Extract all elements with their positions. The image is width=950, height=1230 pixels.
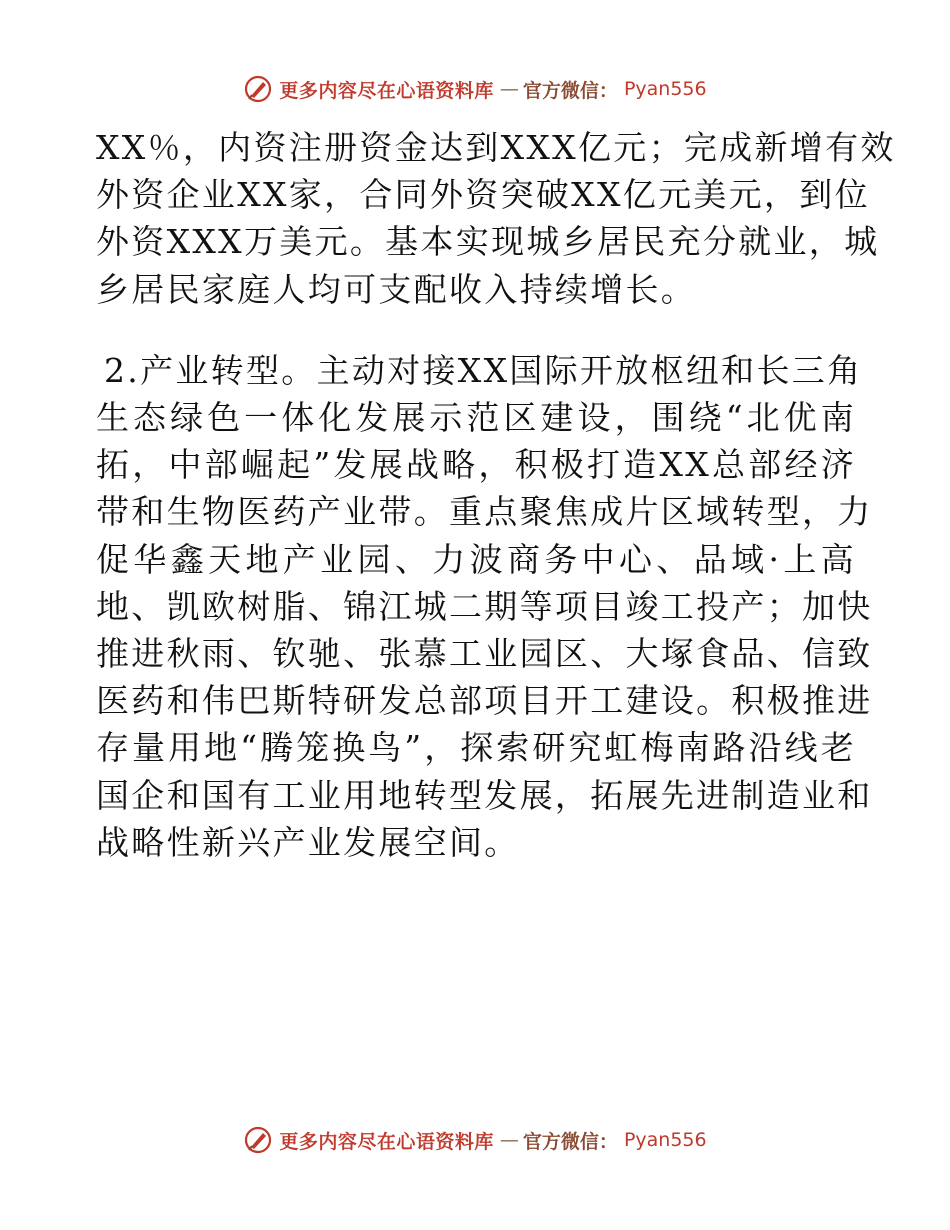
footer-separator: — — [499, 1129, 517, 1151]
header-wechat-id: Pyan556 — [623, 78, 707, 100]
paragraph-line: 2.产业转型。主动对接XX国际开放枢纽和长三角 — [104, 350, 863, 390]
footer-wechat-label: 官方微信： — [522, 1130, 618, 1153]
paragraph-line: 促华鑫天地产业园、力波商务中心、品域·上高 — [96, 539, 856, 579]
paragraph-line: 存量用地“腾笼换鸟”，探索研究虹梅南路沿线老 — [96, 728, 856, 768]
paragraph-line: XX％，内资注册资金达到XXX亿元；完成新增有效 — [96, 128, 896, 167]
paragraph-1 — [96, 124, 896, 313]
paragraph-line: 乡居民家庭人均可支配收入持续增长。 — [96, 269, 697, 309]
footer-banner — [0, 1125, 950, 1155]
footer-brand-text: 更多内容尽在心语资料库 — [279, 1130, 494, 1153]
paragraph-line: 推进秋雨、钦驰、张慕工业园区、大塚食品、信致 — [96, 634, 873, 674]
paragraph-line: 外资XXX万美元。基本实现城乡居民充分就业，城 — [96, 222, 880, 262]
paragraph-line: 医药和伟巴斯特研发总部项目开工建设。积极推进 — [96, 681, 873, 721]
header-separator: — — [499, 78, 517, 100]
paragraph-line: 外资企业XX家，合同外资突破XX亿元美元，到位 — [96, 175, 870, 215]
paragraph-line: 地、凯欧树脂、锦江城二期等项目竣工投产；加快 — [96, 586, 873, 626]
feather-pen-logo-icon — [243, 74, 273, 104]
footer-wechat-id: Pyan556 — [623, 1129, 707, 1151]
paragraph-line: 战略性新兴产业发展空间。 — [96, 822, 520, 862]
header-brand-text: 更多内容尽在心语资料库 — [279, 79, 494, 102]
paragraph-line: 带和生物医药产业带。重点聚焦成片区域转型，力 — [96, 492, 873, 532]
paragraph-2 — [96, 347, 873, 866]
header-banner — [0, 74, 950, 104]
paragraph-line: 生态绿色一体化发展示范区建设，围绕“北优南 — [96, 398, 856, 438]
header-wechat-label: 官方微信： — [522, 79, 618, 102]
feather-pen-logo-icon — [243, 1125, 273, 1155]
paragraph-line: 国企和国有工业用地转型发展，拓展先进制造业和 — [96, 775, 873, 815]
paragraph-line: 拓，中部崛起”发展战略，积极打造XX总部经济 — [96, 445, 856, 485]
document-body — [96, 124, 896, 866]
